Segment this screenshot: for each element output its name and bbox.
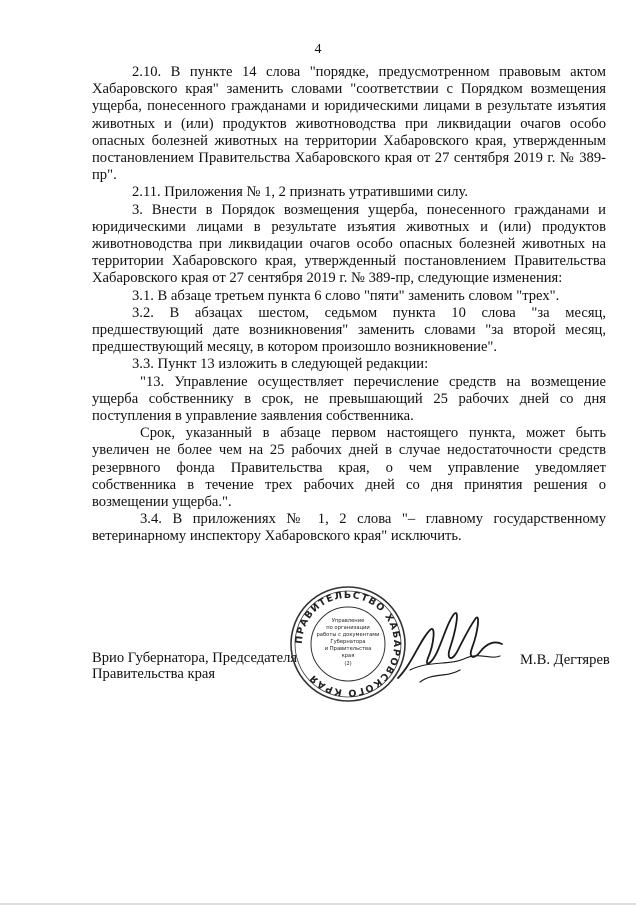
stamp-line: (2) <box>344 661 352 667</box>
stamp-line: работы с документами <box>316 632 380 638</box>
paragraph-3-3: 3.3. Пункт 13 изложить в следующей редакции: <box>132 356 429 373</box>
paragraph-13-quote: "13. Управление осуществляет перечисление средств на возмещение ущерба собственнику в срок, не превышающий 25 рабочих дней со дня поступления в управление заявления собственника. <box>92 373 606 425</box>
paragraph-2-11: 2.11. Приложения № 1, 2 признать утратившими силу. <box>132 184 469 201</box>
document-body <box>92 64 606 546</box>
stamp-line: Губернатора <box>330 639 366 645</box>
stamp-ring-text: ПРАВИТЕЛЬСТВО ХАБАРОВСКОГО КРАЯ <box>293 589 403 699</box>
stamp-line: края <box>341 653 355 659</box>
signatory-position-line1: Врио Губернатора, Председателя <box>92 650 298 666</box>
paragraph-3-2: 3.2. В абзацах шестом, седьмом пункта 10 слова "за месяц, предшествующий дате возникновения" заменить словами "за второй месяц, предшествующий месяцу, в котором произошло возникновение". <box>92 304 606 356</box>
paragraph-3: 3. Внести в Порядок возмещения ущерба, понесенного гражданами и юридическими лицами в результате изъятия животных и (или) продуктов животноводства при ликвидации очагов особо опасных болезней животных на территории Хабаровского края, утвержденный постановлением Правительства Хабаровского края от 27 сентября 2019 г. № 389-пр, следующие изменения: <box>92 201 606 287</box>
signatory-position-line2: Правительства края <box>92 666 216 682</box>
stamp-line: и Правительства <box>324 646 372 652</box>
signatory-position <box>92 650 297 682</box>
paragraph-2-10: 2.10. В пункте 14 слова "порядке, предусмотренном правовым актом Хабаровского края" заменить словами "соответствии с Порядком возмещения ущерба, понесенного гражданами и юридическими лицами в результате изъятия животных и (или) продуктов животноводства при ликвидации очагов особо опасных болезней животных на территории Хабаровского края, утвержденным постановлением Правительства Хабаровского края от 27 сентября 2019 г. № 389-пр". <box>92 64 606 184</box>
signatory-name: М.В. Дегтярев <box>520 652 610 668</box>
page-number: 4 <box>314 42 322 57</box>
stamp-line: по организации <box>326 625 370 631</box>
paragraph-3-1: 3.1. В абзаце третьем пункта 6 слово "пяти" заменить словом "трех". <box>132 287 560 304</box>
stamp-line: Управление <box>331 618 365 624</box>
paragraph-13-term: Срок, указанный в абзаце первом настоящего пункта, может быть увеличен не более чем на 25 рабочих дней в случае недостаточности средств резервного фонда Правительства края, о чем управление уведомляет собственника в течение трех рабочих дней со дня принятия решения о возмещении ущерба.". <box>92 425 606 511</box>
paragraph-3-4: 3.4. В приложениях № 1, 2 слова "– главному государственному ветеринарному инспектору Хабаровского края" исключить. <box>92 511 606 545</box>
handwritten-signature <box>390 600 510 695</box>
